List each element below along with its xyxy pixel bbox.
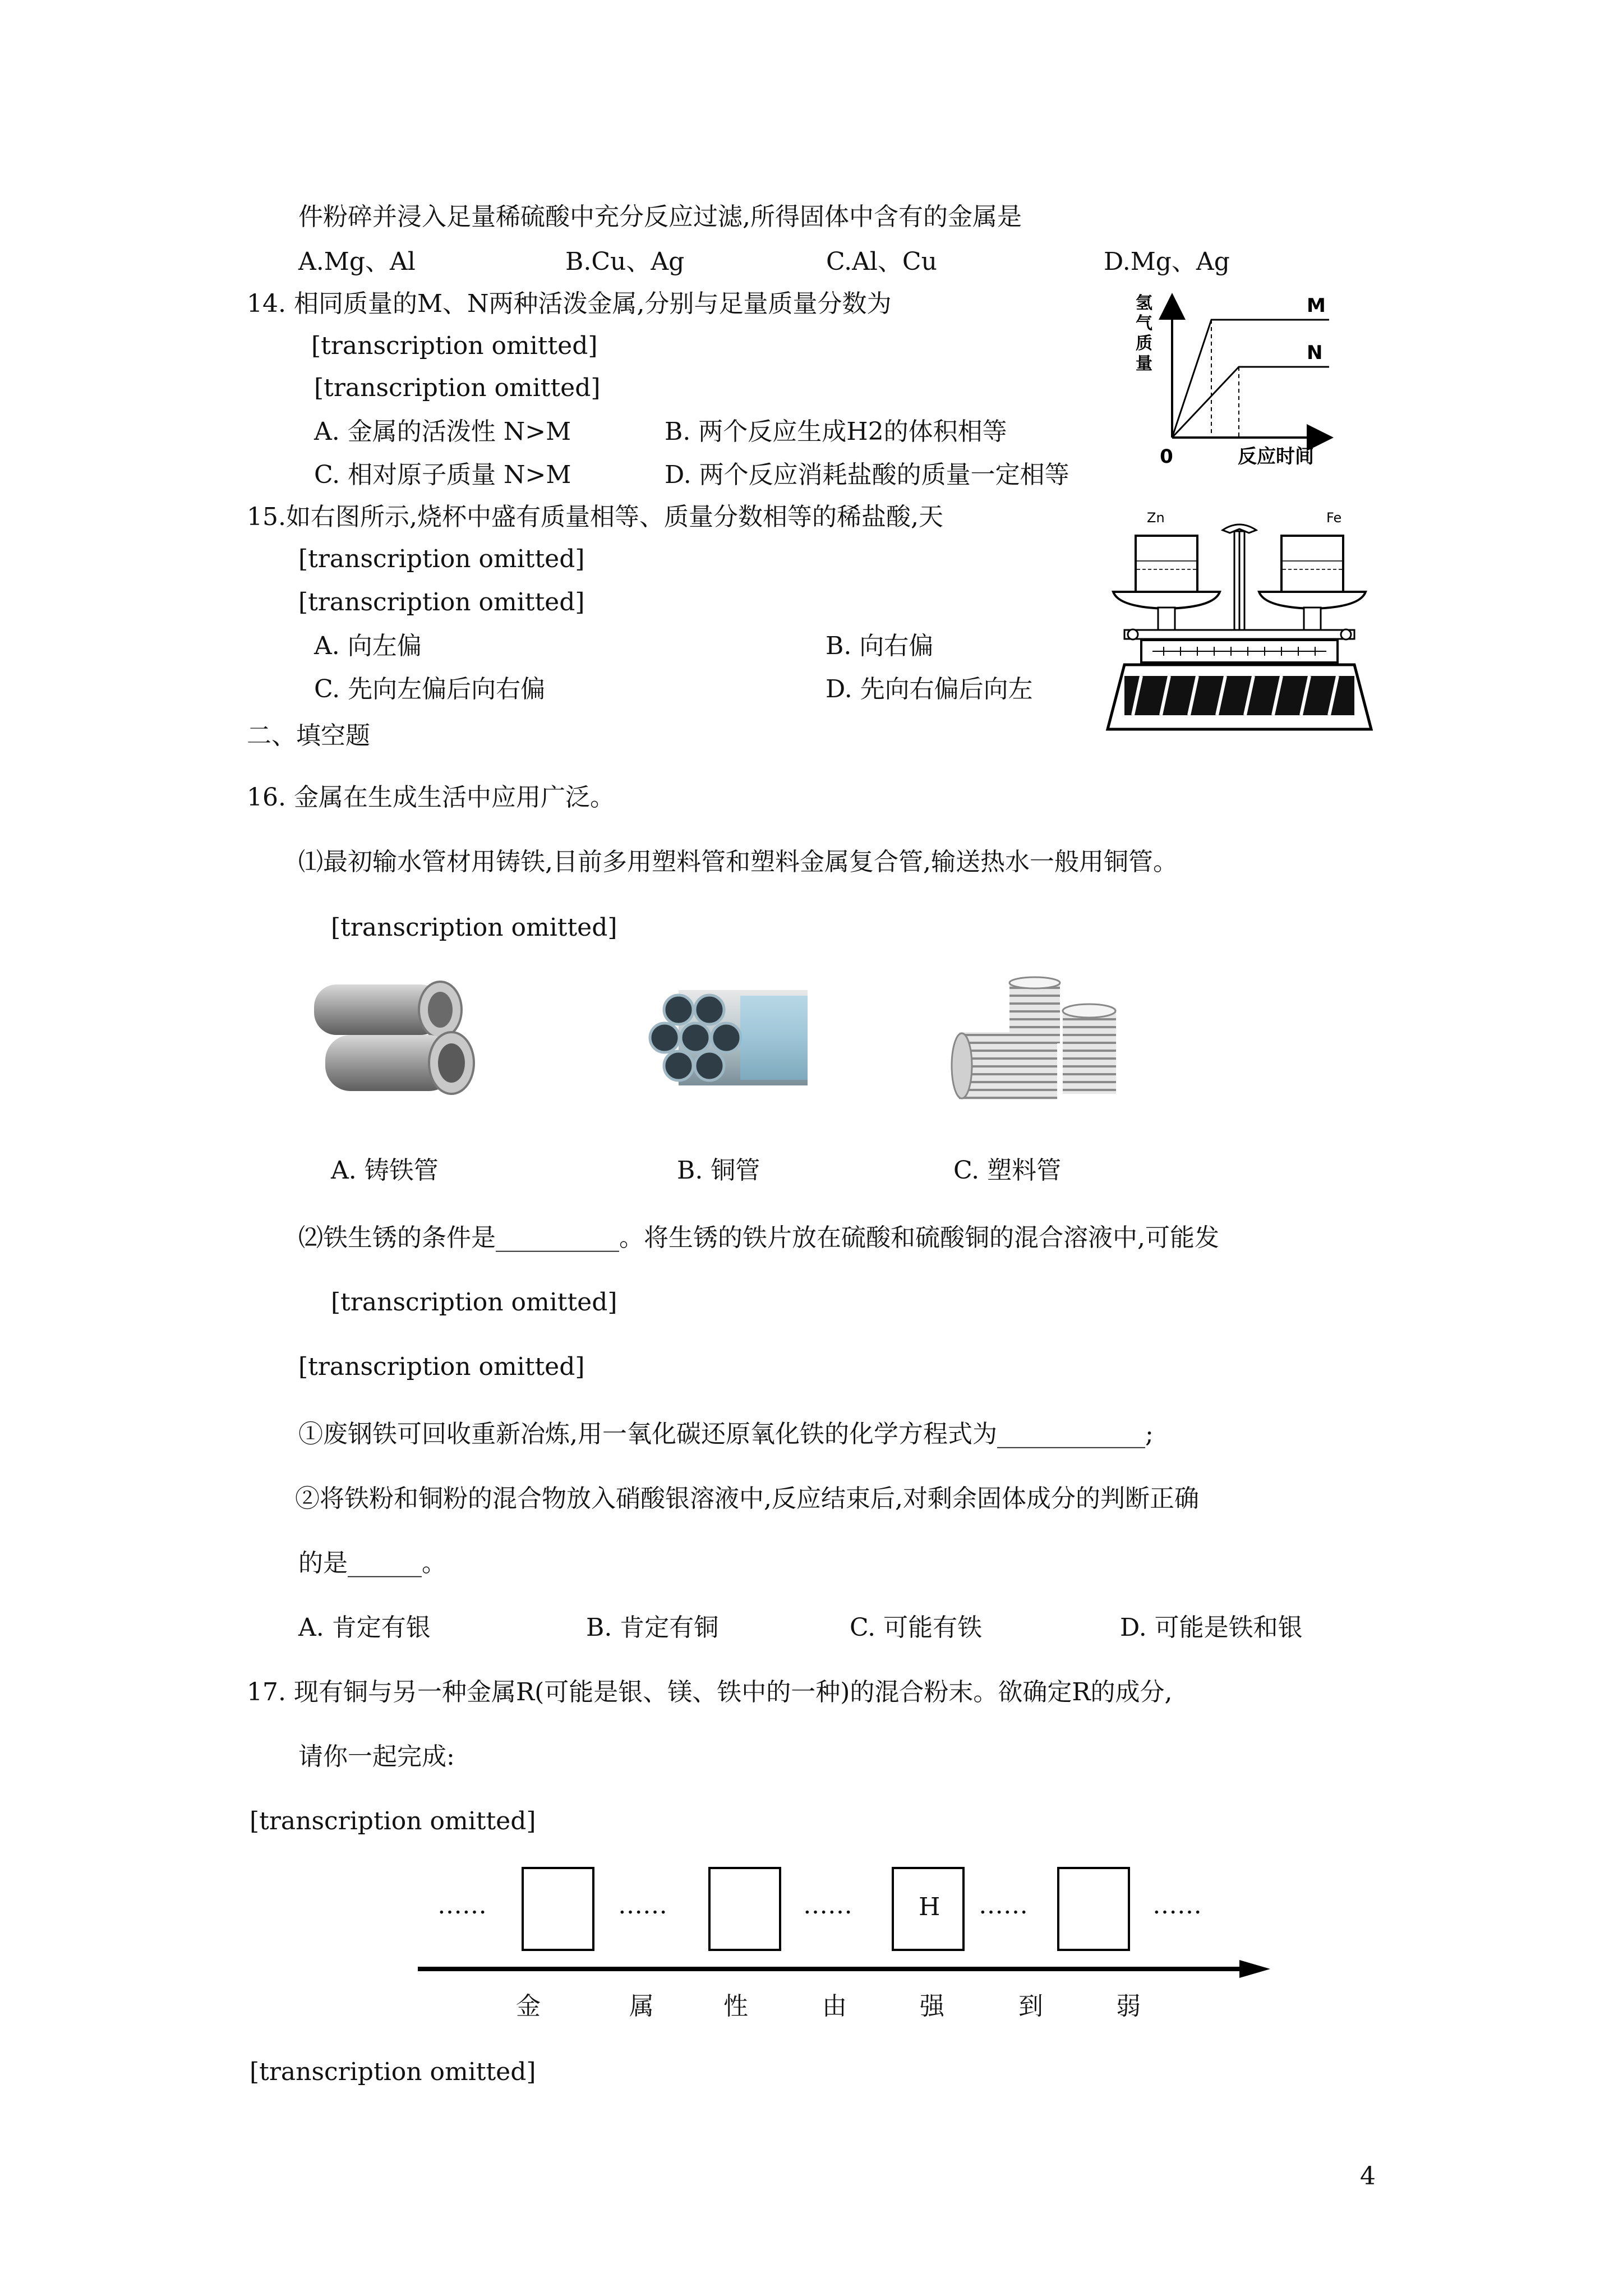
cast-iron-pipe-image [303,973,477,1102]
activity-blank-box-3[interactable] [1057,1867,1130,1951]
q14-y-axis-label-char: 氢 [1136,293,1152,313]
q14-option-a: A. 金属的活泼性 N>M [314,417,571,446]
activity-dots-1: …… [437,1891,487,1920]
activity-axis-char-1: 金 [516,1992,541,2021]
activity-blank-box-1[interactable] [522,1867,594,1951]
activity-series-arrow [415,1958,1273,1980]
q13-stem-continuation: 件粉碎并浸入足量稀硫酸中充分反应过滤,所得固体中含有的金属是 [298,203,1022,231]
q13-option-c: C.Al、Cu [826,247,937,276]
q14-y-axis-label-char: 量 [1136,354,1152,374]
q16-part3-option-d: D. 可能是铁和银 [1120,1613,1303,1642]
activity-dots-3: …… [803,1891,852,1920]
q16-part2-line-2: [transcription omitted] [331,1288,617,1317]
section-heading-fill-in: 二、填空题 [247,721,370,750]
q15-fe-label: Fe [1326,510,1342,526]
q14-h2-mass-graph [1127,280,1340,471]
activity-axis-char-7: 弱 [1116,1992,1141,2021]
q15-zn-label: Zn [1147,510,1165,526]
q13-option-d: D.Mg、Ag [1104,247,1230,276]
q15-right-pan [1259,592,1366,609]
q14-y-axis-label-char: 质 [1136,334,1152,353]
q15-stem-line-3: [transcription omitted] [298,588,585,616]
activity-axis-char-3: 性 [723,1992,748,2021]
q14-stem-line-1: 14. 相同质量的M、N两种活泼金属,分别与足量质量分数为 [247,289,892,318]
q17-part2: [transcription omitted] [250,2058,536,2086]
plastic-pipe-image [948,976,1122,1111]
q15-option-d: D. 先向右偏后向左 [826,675,1033,703]
q16-part1-line-1: ⑴最初输水管材用铸铁,目前多用塑料管和塑料金属复合管,输送热水一般用铜管。 [298,848,1178,876]
q14-series-label-m: M [1307,295,1326,317]
q16-part2-line-1: ⑵铁生锈的条件是__________。将生锈的铁片放在硫酸和硫酸铜的混合溶液中,可能发 [298,1223,1219,1252]
q16-part3-option-a: A. 肯定有银 [298,1613,431,1642]
q16-stem: 16. 金属在生成生活中应用广泛。 [247,783,615,812]
q15-right-beaker [1281,536,1343,592]
q16-pipe-caption-c: C. 塑料管 [953,1156,1062,1185]
q15-left-beaker [1136,536,1197,592]
q14-y-axis-label [1136,293,1152,374]
q16-part3-option-b: B. 肯定有铜 [586,1613,719,1642]
q15-balance-figure [1102,508,1377,738]
q17-stem-line-1: 17. 现有铜与另一种金属R(可能是银、镁、铁中的一种)的混合粉末。欲确定R的成分, [247,1678,1173,1706]
q15-stem-line-2: [transcription omitted] [298,545,585,573]
activity-dots-4: …… [979,1891,1028,1920]
q13-option-a: A.Mg、Al [298,247,416,276]
q16-part1-line-2: [transcription omitted] [331,913,617,942]
activity-dots-5: …… [1152,1891,1202,1920]
q14-series-line-m [1172,320,1329,438]
q17-part1: [transcription omitted] [250,1807,536,1835]
q14-x-axis-label: 反应时间 [1238,445,1314,468]
q14-y-axis-label-char: 气 [1136,314,1152,333]
q14-option-c: C. 相对原子质量 N>M [314,461,571,489]
q16-part3-sub1: ①废钢铁可回收重新冶炼,用一氧化碳还原氧化铁的化学方程式为____________; [298,1420,1154,1448]
page-number: 4 [1360,2162,1376,2191]
q16-pipe-caption-a: A. 铸铁管 [331,1156,439,1185]
q15-option-a: A. 向左偏 [314,632,422,660]
q14-option-b: B. 两个反应生成H2的体积相等 [665,417,1007,446]
q13-option-b: B.Cu、Ag [565,247,685,276]
activity-axis-char-5: 强 [920,1992,944,2021]
q14-stem-line-2: [transcription omitted] [311,332,598,360]
q16-part3-sub2-line-1: ②将铁粉和铜粉的混合物放入硝酸银溶液中,反应结束后,对剩余固体成分的判断正确 [295,1484,1199,1513]
q14-stem-line-3: [transcription omitted] [314,374,601,402]
q14-series-label-n: N [1307,342,1323,364]
q14-series-line-n [1172,367,1329,438]
copper-pipe-image [645,984,813,1091]
q14-origin-label: 0 [1160,445,1173,468]
activity-hydrogen-label: H [919,1893,940,1921]
activity-dots-2: …… [618,1891,667,1920]
activity-axis-char-4: 由 [822,1992,847,2021]
q16-part3-intro: [transcription omitted] [298,1352,585,1381]
q16-part3-option-c: C. 可能有铁 [850,1613,983,1642]
q15-stem-line-1: 15.如右图所示,烧杯中盛有质量相等、质量分数相等的稀盐酸,天 [247,503,943,531]
q15-option-c: C. 先向左偏后向右偏 [314,675,546,703]
q16-pipe-caption-b: B. 铜管 [677,1156,760,1185]
activity-blank-box-2[interactable] [708,1867,781,1951]
q14-option-d: D. 两个反应消耗盐酸的质量一定相等 [665,461,1069,489]
activity-axis-char-6: 到 [1018,1992,1043,2021]
q15-option-b: B. 向右偏 [826,632,934,660]
q15-left-pan [1113,592,1220,609]
q14-series-group [1172,295,1329,438]
q16-part3-sub2-line-2: 的是______。 [298,1549,446,1577]
activity-axis-char-2: 属 [629,1992,654,2021]
q17-stem-line-2: 请你一起完成: [298,1742,455,1771]
